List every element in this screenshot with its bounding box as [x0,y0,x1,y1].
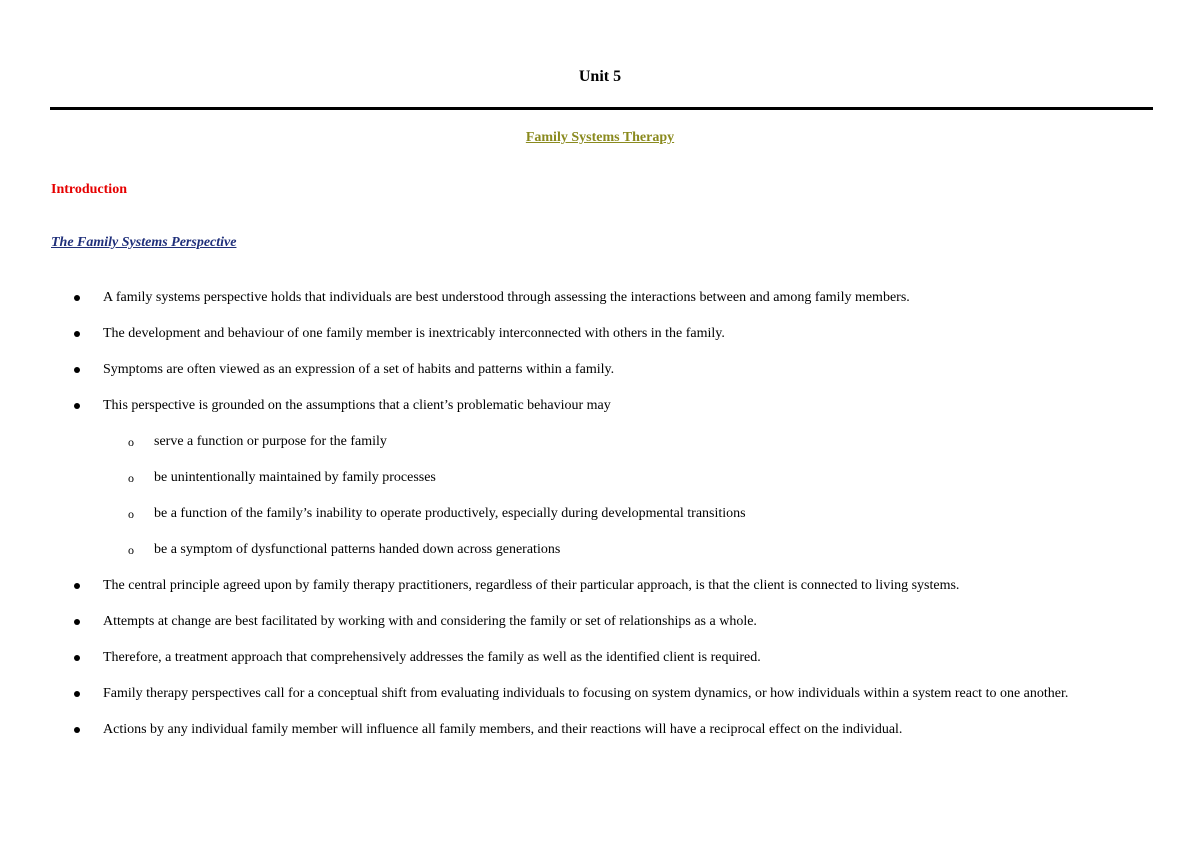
list-item [0,316,1200,352]
list-item-text: The development and behaviour of one family member is inextricably interconnected with others in the family. [103,326,725,341]
list-item [0,640,1200,676]
sub-list-item-text: serve a function or purpose for the family [154,434,387,449]
section-heading-introduction: Introduction [51,182,127,197]
list-item-text: A family systems perspective holds that individuals are best understood through assessing the interactions between and among family members. [103,290,910,305]
list-item [0,676,1200,712]
bullet-dot [74,583,80,589]
list-item-text: Therefore, a treatment approach that comprehensively addresses the family as well as the identified client is required. [103,650,761,665]
bullet-dot [74,295,80,301]
header-divider [50,107,1153,110]
list-item-text: This perspective is grounded on the assumptions that a client’s problematic behaviour may [103,398,611,413]
list-item [0,388,1200,424]
list-item-text: Symptoms are often viewed as an expression of a set of habits and patterns within a family. [103,362,615,377]
sub-list-item [0,532,1200,568]
bullet-dot [74,655,80,661]
list-item-text: Attempts at change are best facilitated by working with and considering the family or set of relationships as a whole. [103,614,757,629]
sub-list-item-text: be unintentionally maintained by family processes [154,470,436,485]
sub-bullet-marker: o [128,471,134,485]
sub-list-item-text: be a function of the family’s inability to operate productively, especially during developmental transitions [154,506,746,521]
sub-bullet-marker: o [128,507,134,521]
list-item-text: The central principle agreed upon by family therapy practitioners, regardless of their particular approach, is that the client is connected to living systems. [103,578,960,593]
bullet-list [0,280,1200,748]
bullet-dot [74,727,80,733]
sub-list-item [0,460,1200,496]
sub-list-item [0,424,1200,460]
document-title: Family Systems Therapy [525,130,675,145]
unit-title: Unit 5 [578,68,622,85]
bullet-dot [74,403,80,409]
list-item [0,568,1200,604]
list-item [0,352,1200,388]
list-item [0,712,1200,748]
sub-bullet-marker: o [128,435,134,449]
bullet-dot [74,619,80,625]
bullet-dot [74,367,80,373]
bullet-dot [74,691,80,697]
sub-list-item-text: be a symptom of dysfunctional patterns handed down across generations [154,542,561,557]
list-item [0,280,1200,316]
bullet-dot [74,331,80,337]
sub-list-item [0,496,1200,532]
subsection-heading: The Family Systems Perspective [51,235,237,250]
list-item-text: Actions by any individual family member will influence all family members, and their reactions will have a reciprocal effect on the individual. [103,722,903,737]
list-item [0,604,1200,640]
list-item-text: Family therapy perspectives call for a conceptual shift from evaluating individuals to focusing on system dynamics, or how individuals within a system react to one another. [103,686,1069,701]
sub-bullet-marker: o [128,543,134,557]
